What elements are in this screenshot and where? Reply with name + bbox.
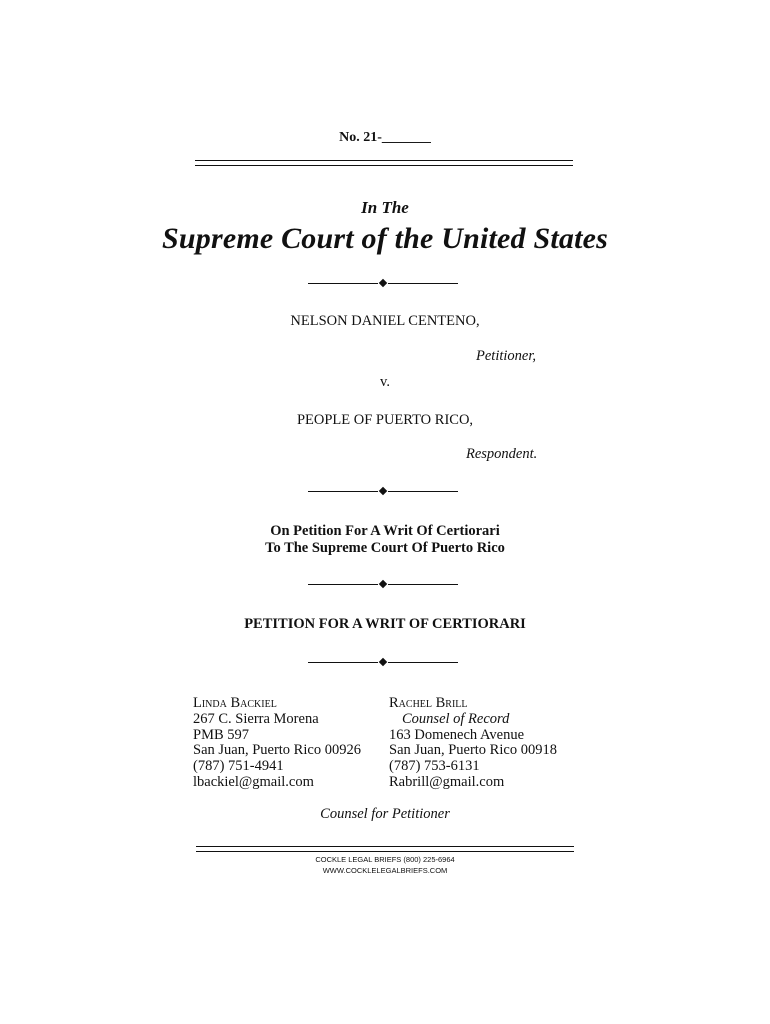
footer-line-1: COCKLE LEGAL BRIEFS (800) 225-6964 [315,855,455,864]
separator [308,278,458,290]
counsel-right-name: Rachel Brill [389,695,468,711]
diamond-icon [379,580,387,588]
counsel-left-phone: (787) 751-4941 [193,758,284,775]
footer [0,854,770,876]
counsel-right-city: San Juan, Puerto Rico 00918 [389,742,557,759]
counsel-left [193,696,361,791]
counsel-left-address-1: 267 C. Sierra Morena [193,710,319,727]
petitioner-role: Petitioner, [476,348,537,364]
petition-line-1: On Petition For A Writ Of Certiorari [270,523,500,539]
footer-line-2: WWW.COCKLELEGALBRIEFS.COM [322,866,448,875]
diamond-icon [379,658,387,666]
counsel-right-phone: (787) 753-6131 [389,758,480,775]
versus: v. [380,374,390,390]
separator [308,486,458,498]
docket-number: No. 21-_______ [339,130,431,145]
counsel-right-email: Rabrill@gmail.com [389,773,505,790]
counsel-right-designation: Counsel of Record [402,710,510,727]
court-intro: In The [361,198,409,217]
respondent-role: Respondent. [466,446,538,462]
counsel-left-name: Linda Backiel [193,695,277,711]
counsel-right-address-1: 163 Domenech Avenue [389,726,525,743]
counsel-right [389,696,557,791]
petitioner-name: NELSON DANIEL CENTENO, [290,313,480,329]
petition-line-2: To The Supreme Court Of Puerto Rico [265,540,505,556]
counsel-left-address-2: PMB 597 [193,726,250,743]
court-name: Supreme Court of the United States [161,222,609,255]
separator [308,657,458,669]
respondent-name: PEOPLE OF PUERTO RICO, [296,412,474,428]
counsel-for: Counsel for Petitioner [320,806,450,822]
diamond-icon [379,487,387,495]
separator [308,579,458,591]
counsel-left-email: lbackiel@gmail.com [193,773,314,790]
double-rule-bottom [196,846,574,852]
counsel-left-city: San Juan, Puerto Rico 00926 [193,742,361,759]
double-rule-top [195,160,573,166]
document-title: PETITION FOR A WRIT OF CERTIORARI [244,616,526,632]
diamond-icon [379,279,387,287]
